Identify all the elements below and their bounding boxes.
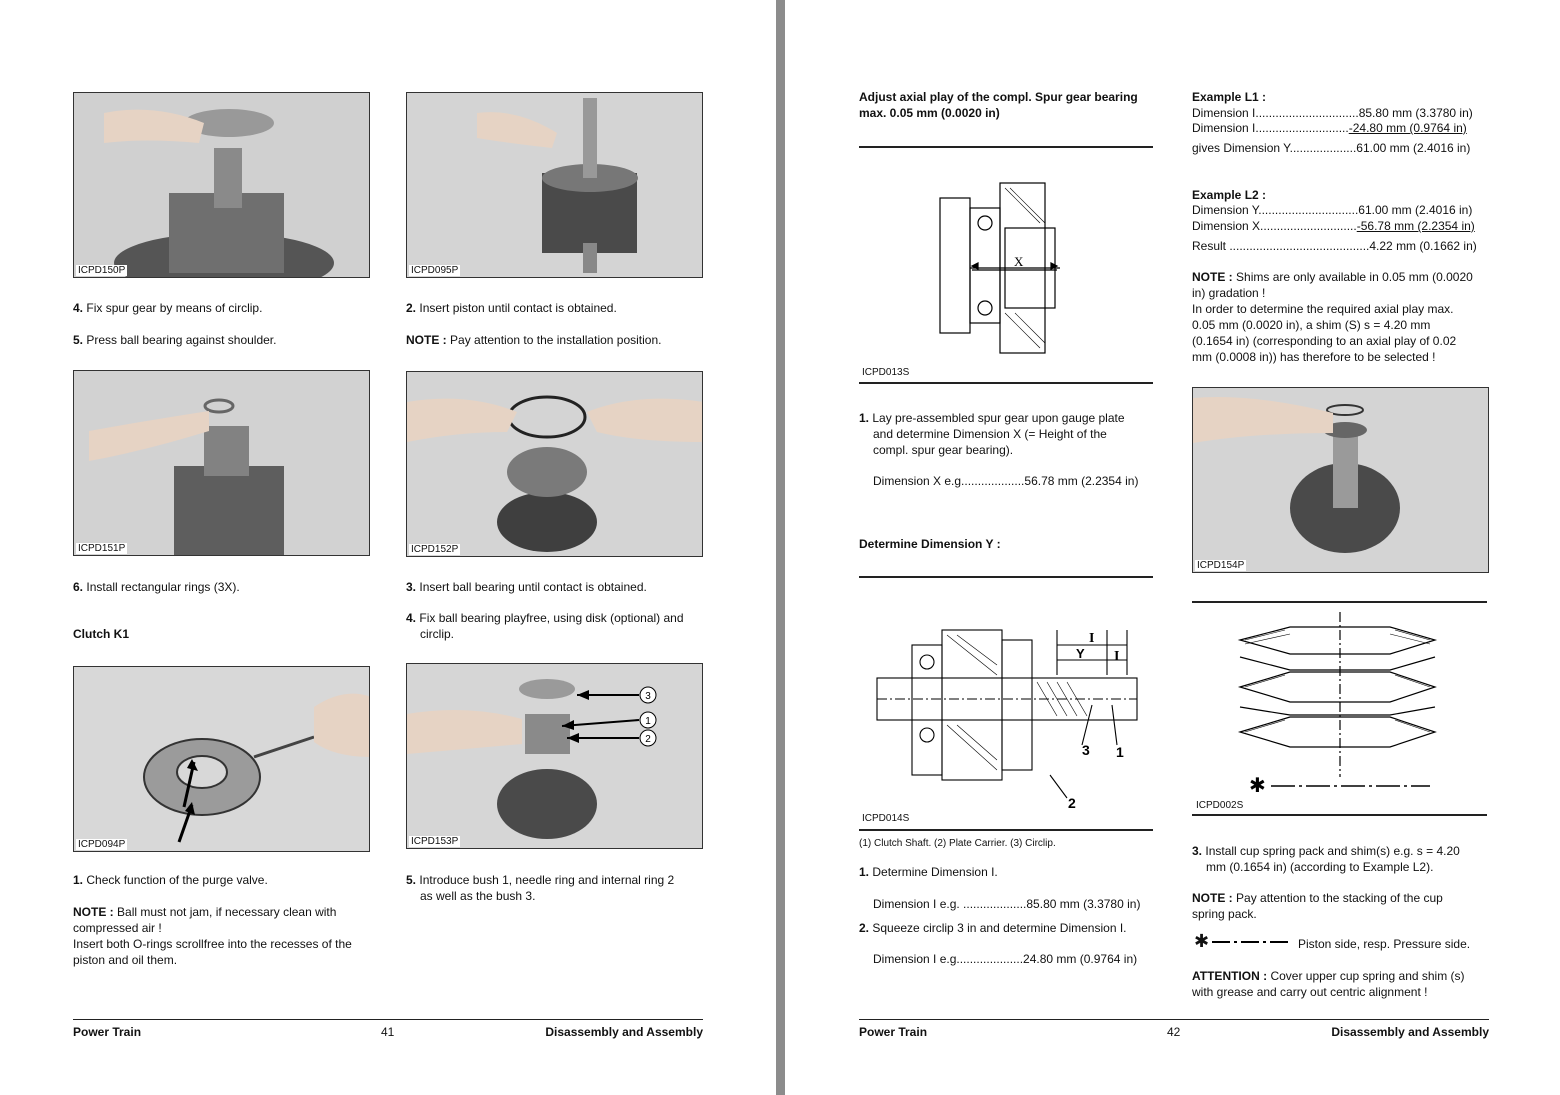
note-shims: NOTE : Shims are only available in 0.05 mm (0.0020 in) gradation ! In order to determine the required axial play max. 0.05 mm (0.0020 in), a shim (S) s = 4.20 mm (0.1654 in) (corresponding to an axial play of 0.02 mm (0.0008 in)) has therefore to be selected !: [1192, 270, 1473, 364]
asterisk-icon: ✱: [1194, 931, 1210, 952]
callout-1: 1: [645, 716, 651, 727]
example-l2-result: Result ..........................................4.22 mm (0.1662 in): [1192, 239, 1477, 253]
clutch-k1-heading: Clutch K1: [73, 627, 130, 641]
example-l1-title: Example L1 :: [1192, 90, 1267, 104]
footer-section: Power Train: [859, 1025, 928, 1039]
dimension-i2-example: Dimension I e.g....................24.80 mm (0.9764 in): [873, 952, 1138, 966]
example-l1-result: gives Dimension Y....................61.00 mm (2.4016 in): [1192, 141, 1471, 155]
note-ball-must-not-jam: NOTE : Ball must not jam, if necessary clean with compressed air ! Insert both O-rings scrollfree into the recesses of the piston and oil them.: [73, 905, 352, 967]
footer-rule: [859, 1019, 1489, 1020]
rectangular-rings-image: [74, 371, 370, 556]
section-rule: [859, 576, 1153, 578]
label-1: 1: [1116, 744, 1124, 760]
callout-2: 2: [645, 734, 651, 745]
section-rule: [1192, 814, 1487, 816]
example-l2-title: Example L2 :: [1192, 188, 1267, 202]
ball-bearing-image: [407, 372, 703, 557]
label-dimension-i-2: I: [1114, 649, 1120, 664]
photo-icpd095p: [406, 92, 703, 278]
step-5-introduce-bush: 5. Introduce bush 1, needle ring and internal ring 2 as well as the bush 3.: [406, 873, 675, 903]
callout-3: 3: [645, 691, 651, 702]
section-rule: [1192, 601, 1487, 603]
legend-text: Piston side, resp. Pressure side.: [1298, 937, 1471, 951]
photo-code: ICPD152P: [411, 544, 459, 555]
photo-icpd153p: [406, 663, 703, 849]
label-x: X: [1014, 254, 1024, 269]
bush-needle-ring-image: [407, 664, 703, 849]
footer-chapter: Disassembly and Assembly: [545, 1025, 703, 1039]
example-l2-row-1: Dimension Y..............................61.00 mm (2.4016 in): [1192, 203, 1473, 217]
note-stacking: NOTE : Pay attention to the stacking of the cup spring pack.: [1192, 891, 1443, 921]
label-y: Y: [1076, 646, 1085, 661]
photo-code: ICPD151P: [78, 543, 126, 554]
step-1-check-purge-valve: 1. Check function of the purge valve.: [73, 873, 268, 887]
step-2-squeeze-circlip: 2. Squeeze circlip 3 in and determine Dimension I.: [859, 921, 1127, 935]
figure-code: ICPD002S: [1196, 800, 1244, 811]
section-rule: [859, 382, 1153, 384]
page-number: 41: [381, 1025, 395, 1039]
asterisk-icon: ✱: [1249, 773, 1266, 797]
photo-code: ICPD150P: [78, 265, 126, 276]
figure-code: ICPD013S: [862, 367, 910, 378]
step-6-install-rings: 6. Install rectangular rings (3X).: [73, 580, 240, 594]
piston-side-legend: [1192, 933, 1492, 953]
footer-chapter: Disassembly and Assembly: [1331, 1025, 1489, 1039]
photo-icpd154p: [1192, 387, 1489, 573]
note-installation-position: NOTE : Pay attention to the installation position.: [406, 333, 662, 347]
step-2-insert-piston: 2. Insert piston until contact is obtained.: [406, 301, 617, 315]
section-rule: [859, 829, 1153, 831]
photo-icpd150p: [73, 92, 370, 278]
footer-rule: [73, 1019, 703, 1020]
gear-assembly-image: [74, 93, 370, 278]
dimension-x-example: Dimension X e.g...................56.78 mm (2.2354 in): [873, 474, 1139, 488]
section-rule: [859, 146, 1153, 148]
cup-spring-image: [1193, 388, 1489, 573]
dash-dot-line-icon: [1212, 939, 1292, 945]
heading-axial-play: Adjust axial play of the compl. Spur gear bearing max. 0.05 mm (0.0020 in): [859, 90, 1138, 120]
footer-section: Power Train: [73, 1025, 142, 1039]
photo-icpd094p: [73, 666, 370, 852]
figure-legend: (1) Clutch Shaft. (2) Plate Carrier. (3) Circlip.: [859, 838, 1056, 849]
dimension-i-example: Dimension I e.g. ...................85.80 mm (3.3780 in): [873, 897, 1141, 911]
photo-code: ICPD095P: [411, 265, 459, 276]
clutch-shaft-drawing: [872, 620, 1142, 815]
attention-note: ATTENTION : Cover upper cup spring and shim (s) with grease and carry out centric alignment !: [1192, 969, 1465, 999]
label-dimension-i: I: [1089, 631, 1095, 646]
photo-icpd151p: [73, 370, 370, 556]
photo-code: ICPD153P: [411, 836, 459, 847]
step-5-press-ball-bearing: 5. Press ball bearing against shoulder.: [73, 333, 277, 347]
photo-code: ICPD094P: [78, 839, 126, 850]
photo-code: ICPD154P: [1197, 560, 1245, 571]
determine-dimension-y-heading: Determine Dimension Y :: [859, 537, 1001, 551]
figure-code: ICPD014S: [862, 813, 910, 824]
step-3-insert-ball-bearing: 3. Insert ball bearing until contact is obtained.: [406, 580, 647, 594]
cup-spring-pack-drawing: [1235, 612, 1445, 797]
step-1-lay-spur-gear: 1. Lay pre-assembled spur gear upon gauge plate and determine Dimension X (= Height of the compl. spur gear bearing).: [859, 411, 1125, 457]
page-number: 42: [1167, 1025, 1181, 1039]
spur-gear-bearing-drawing: [930, 178, 1070, 358]
label-3: 3: [1082, 742, 1090, 758]
example-l2-row-2: Dimension X.............................-56.78 mm (2.2354 in): [1192, 219, 1475, 233]
photo-icpd152p: [406, 371, 703, 557]
example-l1-row-2: Dimension I............................-24.80 mm (0.9764 in): [1192, 121, 1467, 135]
example-l1-row-1: Dimension I...............................85.80 mm (3.3780 in): [1192, 106, 1473, 120]
step-4-fix-spur-gear: 4. Fix spur gear by means of circlip.: [73, 301, 263, 315]
step-1-determine-i: 1. Determine Dimension I.: [859, 865, 998, 879]
label-2: 2: [1068, 795, 1076, 811]
piston-assembly-image: [407, 93, 703, 278]
step-4-fix-ball-bearing: 4. Fix ball bearing playfree, using disk (optional) and circlip.: [406, 611, 684, 641]
page-gutter: [776, 0, 785, 1095]
step-3-install-cup-spring: 3. Install cup spring pack and shim(s) e.g. s = 4.20 mm (0.1654 in) (according to Example L2).: [1192, 844, 1460, 874]
purge-valve-image: [74, 667, 370, 852]
